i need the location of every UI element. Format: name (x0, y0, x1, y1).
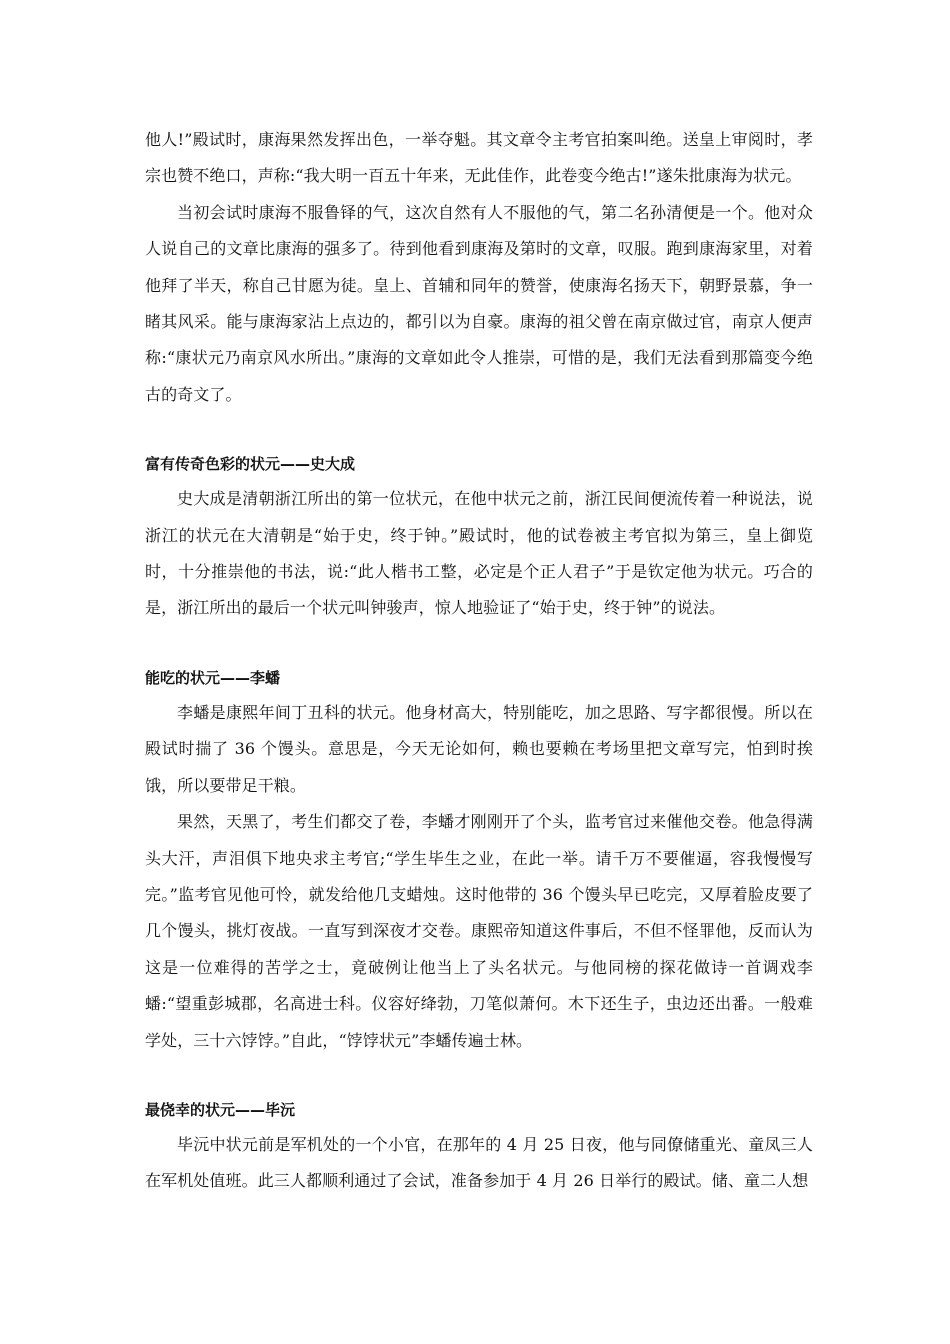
section-spacer (145, 627, 813, 661)
paragraph-lipan-story: 果然，天黑了，考生们都交了卷，李蟠才刚刚开了个头，监考官过来催他交卷。他急得满头大汗，声泪俱下地央求主考官;“学生毕生之业，在此一举。请千万不要催逼，容我慢慢写完。”监考官见他可怜，就发给他几支蜡烛。这时他带的 36 个馒头早已吃完，又厚着脸皮要了几个馒头，挑灯夜战。一直写到深夜才交卷。康熙帝知道这件事后，不但不怪罪他，反而认为这是一位难得的苦学之士，竟破例让他当上了头名状元。与他同榜的探花做诗一首调戏李蟠:“望重彭城郡，名高进士科。仪容好绛勃，刀笔似萧何。木下还生子，虫边还出番。一般难学处，三十六饽饽。”自此，“饽饽状元”李蟠传遍士林。 (145, 812, 813, 1050)
paragraph-kanghai-fame: 当初会试时康海不服鲁铎的气，这次自然有人不服他的气，第二名孙清便是一个。他对众人说自己的文章比康海的强多了。待到他看到康海及第时的文章，叹服。跑到康海家里，对着他拜了半天，称自己甘愿为徒。皇上、首辅和同年的赞誉，使康海名扬天下，朝野景慕，争一睹其风采。能与康海家沾上点边的，都引以为自豪。康海的祖父曾在南京做过官，南京人便声称:“康状元乃南京风水所出。”康海的文章如此令人推崇，可惜的是，我们无法看到那篇变今绝古的奇文了。 (145, 202, 813, 404)
paragraph-shidacheng: 史大成是清朝浙江所出的第一位状元，在他中状元之前，浙江民间便流传着一种说法，说浙江的状元在大清朝是“始于史，终于钟。”殿试时，他的试卷被主考官拟为第三，皇上御览时，十分推崇他的书法，说:“此人楷书工整，必定是个正人君子”于是钦定他为状元。巧合的是，浙江所出的最后一个状元叫钟骏声，惊人地验证了“始于史，终于钟”的说法。 (145, 489, 813, 618)
section-spacer (145, 1059, 813, 1093)
section-heading-lipan: 能吃的状元——李蟠 (145, 668, 281, 687)
paragraph-lipan-intro: 李蟠是康熙年间丁丑科的状元。他身材高大，特别能吃，加之思路、写字都很慢。所以在殿试时揣了 36 个馒头。意思是，今天无论如何，赖也要赖在考场里把文章写完，怕到时挨饿，所以要带足干粮。 (145, 702, 813, 795)
paragraph-kanghai-exam: 他人!”殿试时，康海果然发挥出色，一举夺魁。其文章令主考官拍案叫绝。送皇上审阅时，孝宗也赞不绝口，声称:“我大明一百五十年来，无此佳作，此卷变今绝古!”遂朱批康海为状元。 (145, 130, 813, 186)
paragraph-biyuan: 毕沅中状元前是军机处的一个小官，在那年的 4 月 25 日夜，他与同僚储重光、童凤三人在军机处值班。此三人都顺利通过了会试，准备参加于 4 月 26 日举行的殿试。储、童二人想 (145, 1134, 813, 1191)
document-page (145, 122, 813, 1200)
section-spacer (145, 413, 813, 447)
section-heading-shidacheng: 富有传奇色彩的状元——史大成 (145, 455, 356, 474)
section-heading-biyuan: 最侥幸的状元——毕沅 (145, 1100, 296, 1119)
